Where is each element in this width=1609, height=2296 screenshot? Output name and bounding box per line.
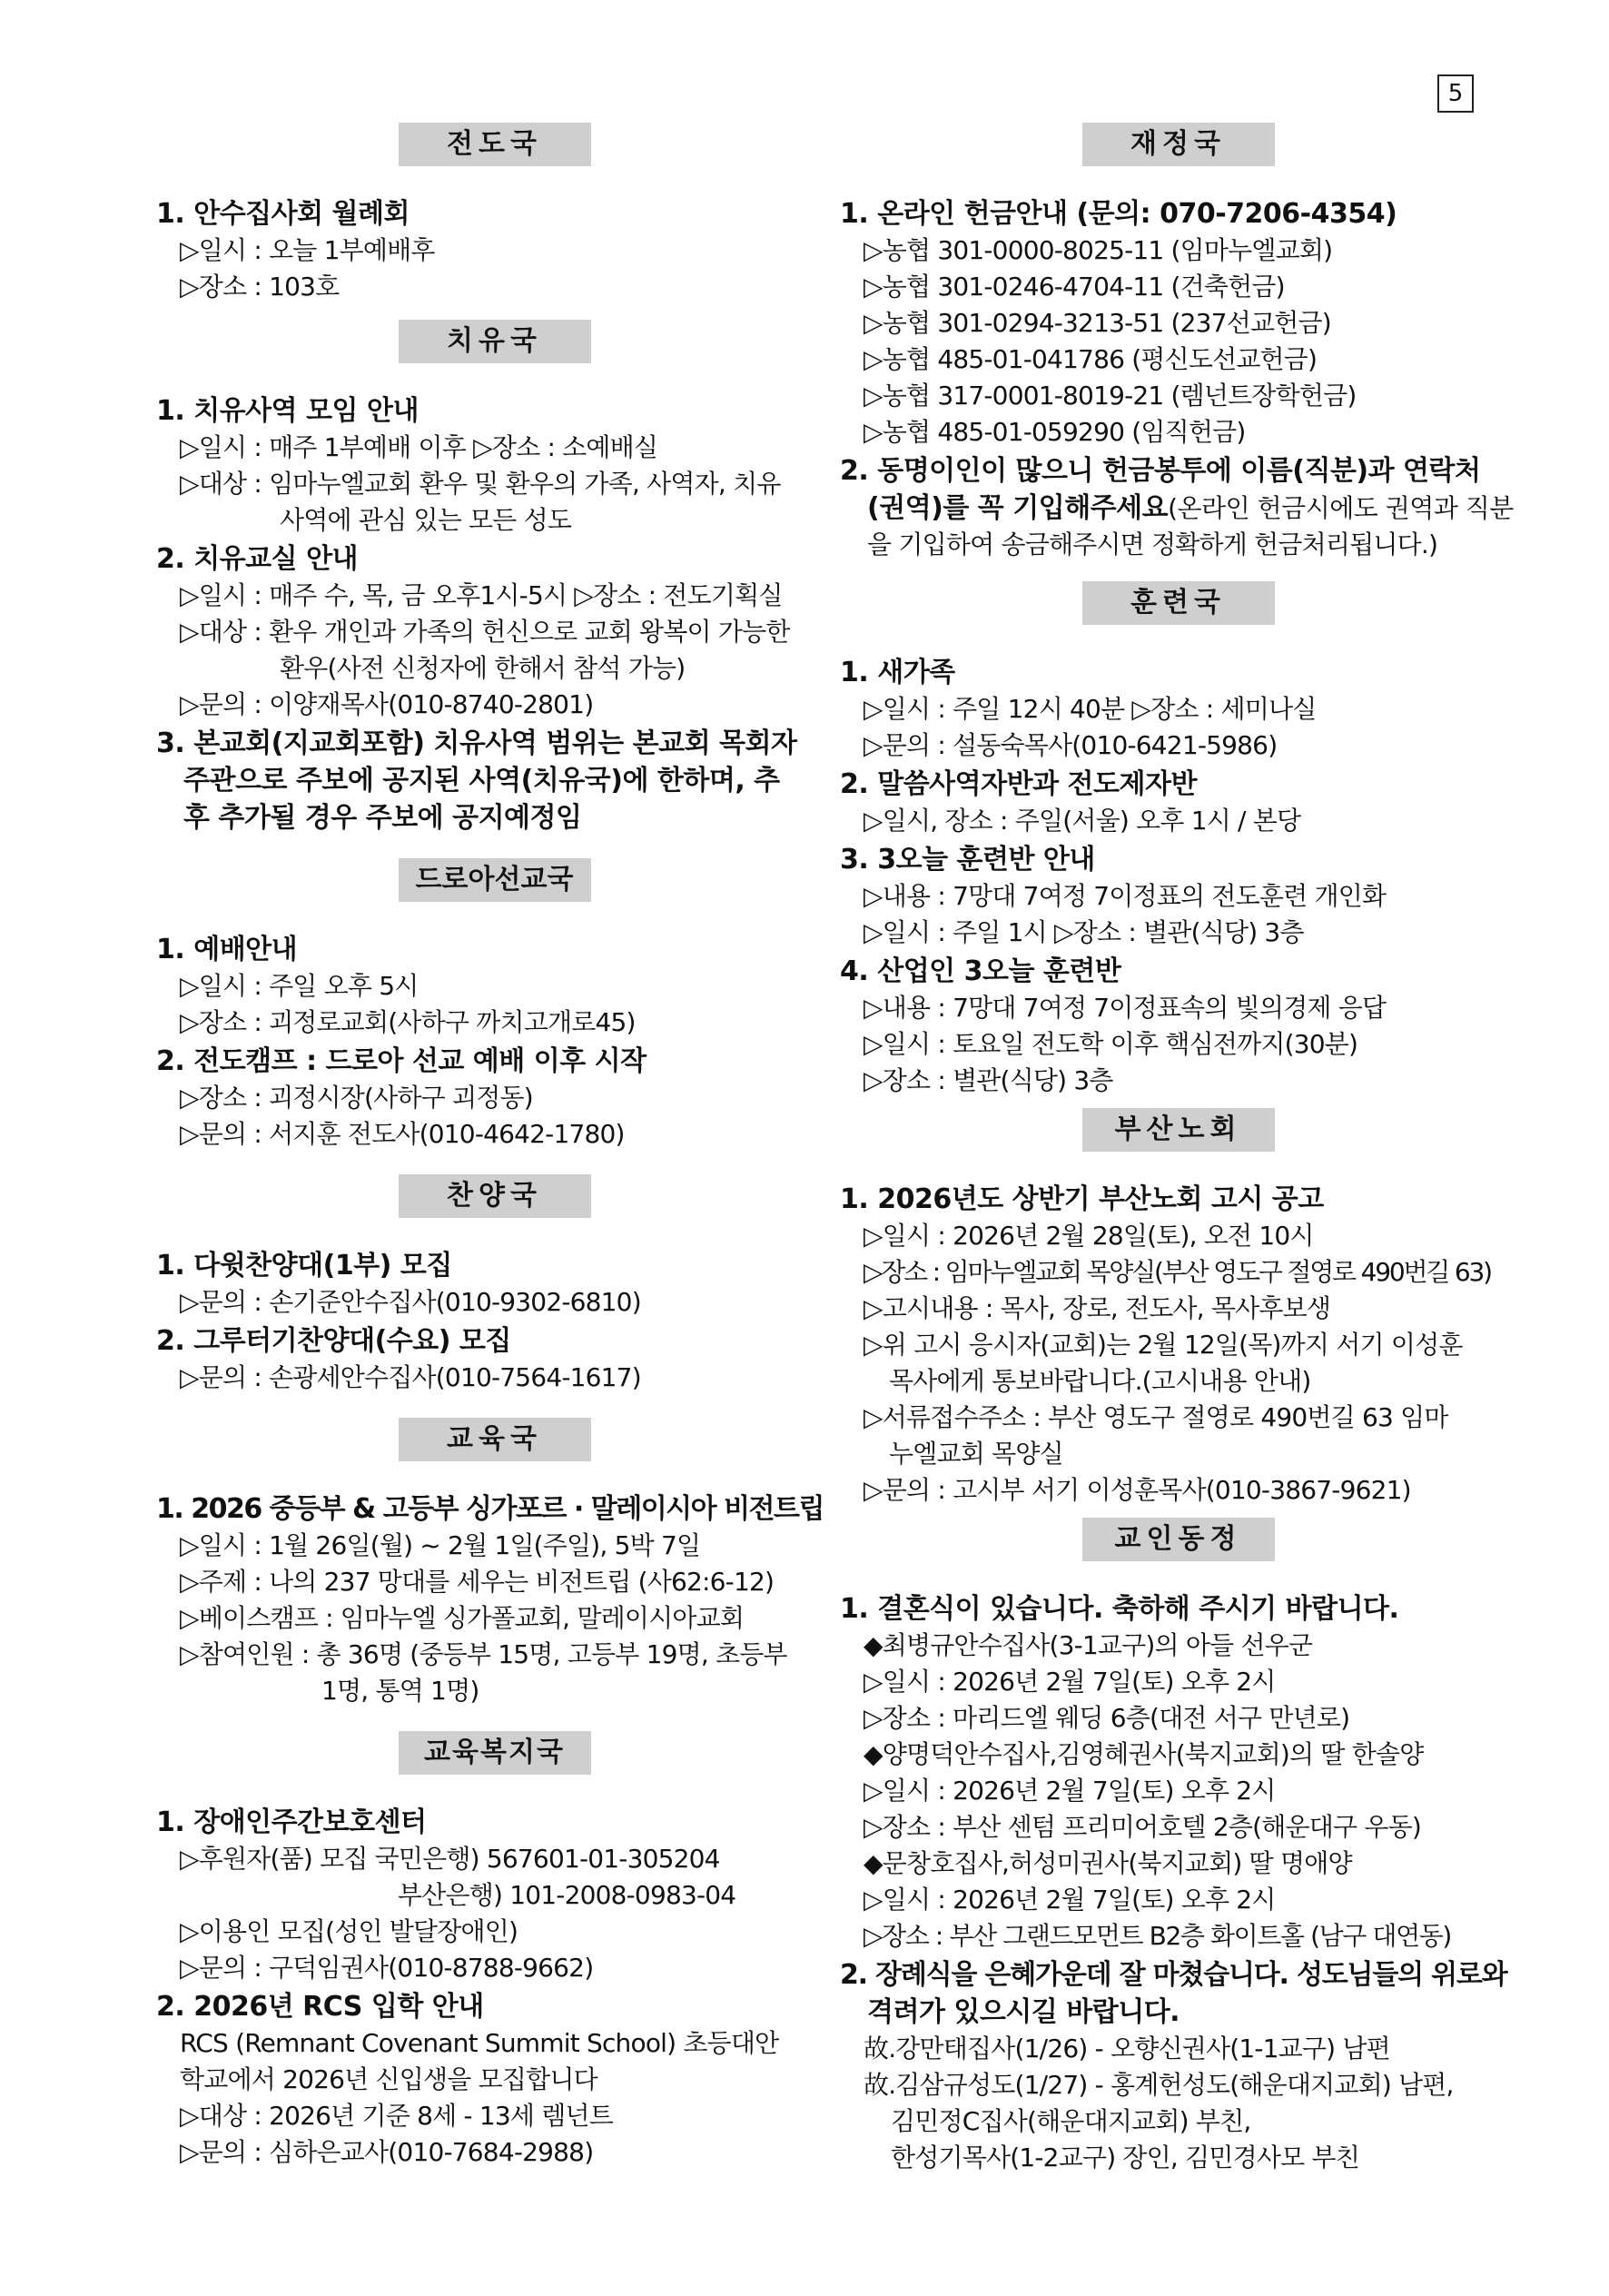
list-item (840, 452, 1516, 563)
item-line: ◆양명덕안수집사,김영혜권사(북지교회)의 딸 한솔양 (864, 1739, 1424, 1769)
list-item (156, 195, 833, 305)
item-line: 1명, 통역 1명) (321, 1676, 479, 1706)
item-title: 1. 온라인 헌금안내 (문의: 070-7206-4354) (840, 198, 1397, 230)
item-line: ▷이용인 모집(성인 발달장애인) (180, 1916, 518, 1946)
item-title: 1. 예배안내 (156, 934, 298, 965)
list-item (156, 1043, 833, 1153)
list-item (156, 725, 833, 836)
item-line: ◆최병규안수집사(3-1교구)의 아들 선우군 (864, 1630, 1313, 1660)
item-title: 1. 다윗찬양대(1부) 모집 (156, 1250, 452, 1282)
item-line: ▷농협 485-01-059290 (임직헌금) (864, 417, 1246, 447)
item-line: ▷농협 301-0000-8025-11 (임마누엘교회) (864, 235, 1333, 265)
item-note: 격려가 있으시길 바랍니다. (867, 1996, 1180, 2028)
item-line: ▷일시 : 주일 12시 40분 ▷장소 : 세미나실 (864, 694, 1317, 724)
item-title: 1. 안수집사회 월례회 (156, 198, 410, 230)
item-line: ▷고시내용 : 목사, 장로, 전도사, 목사후보생 (864, 1293, 1331, 1323)
item-line: ▷농협 301-0246-4704-11 (건축헌금) (864, 272, 1285, 302)
item-title: 2. 말씀사역자반과 전도제자반 (840, 768, 1197, 800)
item-line: ▷일시 : 매주 1부예배 이후 ▷장소 : 소예배실 (180, 432, 658, 462)
item-title: 1. 결혼식이 있습니다. 축하해 주시기 바랍니다. (840, 1593, 1399, 1625)
item-line: ▷일시 : 주일 1시 ▷장소 : 별관(식당) 3층 (864, 917, 1304, 947)
item-line: ▷장소 : 괴정시장(사하구 괴정동) (180, 1083, 533, 1113)
list-item (840, 766, 1516, 839)
item-line: ▷문의 : 이양재목사(010-8740-2801) (180, 689, 594, 719)
item-title: 2. 그루터기찬양대(수요) 모집 (156, 1325, 511, 1357)
item-line: ▷대상 : 환우 개인과 가족의 헌신으로 교회 왕복이 가능한 (180, 617, 790, 647)
item-line: ▷일시 : 2026년 2월 7일(토) 오후 2시 (864, 1776, 1276, 1806)
section-header: 드로아선교국 (399, 858, 591, 902)
item-line: 을 기입하여 송금해주시면 정확하게 헌금처리됩니다.) (867, 529, 1438, 559)
item-title: 2. 치유교실 안내 (156, 543, 359, 575)
section-header: 부산노회 (1082, 1108, 1275, 1152)
item-line: ▷일시 : 2026년 2월 7일(토) 오후 2시 (864, 1885, 1276, 1915)
item-line: ▷후원자(품) 모집 국민은행) 567601-01-305204 (180, 1844, 720, 1874)
item-line: ▷장소 : 103호 (180, 272, 340, 302)
section-header: 교육복지국 (399, 1731, 591, 1775)
item-line: ◆문창호집사,허성미권사(북지교회) 딸 명애양 (864, 1848, 1352, 1878)
list-item (156, 931, 833, 1041)
item-title: 1. 2026 중등부 & 고등부 싱가포르 · 말레이시아 비전트립 (156, 1493, 824, 1525)
list-item (156, 1490, 833, 1709)
list-item (840, 195, 1516, 450)
item-line: 학교에서 2026년 신입생을 모집합니다 (180, 2064, 597, 2094)
list-item (156, 1804, 833, 1986)
item-line: ▷문의 : 고시부 서기 이성훈목사(010-3867-9621) (864, 1475, 1411, 1505)
item-line: 한성기목사(1-2교구) 장인, 김민경사모 부친 (891, 2143, 1359, 2172)
section-header: 교육국 (399, 1418, 591, 1461)
item-title: 2. 2026년 RCS 입학 안내 (156, 1991, 484, 2023)
item-title: 3. 3오늘 훈련반 안내 (840, 844, 1095, 876)
item-line: 부산은행) 101-2008-0983-04 (398, 1880, 736, 1910)
item-line: 故.김삼규성도(1/27) - 홍계헌성도(해운대지교회) 남편, (864, 2070, 1454, 2100)
section-nohoe (840, 1108, 1516, 1509)
item-title: 1. 치유사역 모임 안내 (156, 395, 419, 427)
item-line: ▷일시 : 매주 수, 목, 금 오후1시-5시 ▷장소 : 전도기획실 (180, 580, 783, 610)
item-line: ▷내용 : 7망대 7여정 7이정표속의 빛의경제 응답 (864, 993, 1387, 1023)
list-item (840, 1956, 1516, 2176)
item-line: ▷일시 : 2026년 2월 28일(토), 오전 10시 (864, 1221, 1314, 1251)
section-header: 훈련국 (1082, 581, 1275, 625)
item-line: ▷베이스캠프 : 임마누엘 싱가폴교회, 말레이시아교회 (180, 1603, 745, 1633)
item-line: ▷농협 301-0294-3213-51 (237선교헌금) (864, 308, 1331, 338)
list-item (156, 392, 833, 539)
list-item (156, 540, 833, 723)
list-item (156, 1322, 833, 1396)
item-line: 사역에 관심 있는 모든 성도 (280, 505, 572, 535)
item-line: ▷일시 : 2026년 2월 7일(토) 오후 2시 (864, 1667, 1276, 1697)
section-gyoin (840, 1518, 1516, 2176)
item-line: ▷농협 485-01-041786 (평신도선교헌금) (864, 344, 1318, 374)
section-header: 전도국 (399, 123, 591, 166)
item-line: ▷일시 : 토요일 전도학 이후 핵심전까지(30분) (864, 1029, 1358, 1059)
section-chanyang (156, 1174, 833, 1396)
section-hullyeon (840, 581, 1516, 1099)
section-bokji (156, 1731, 833, 2171)
item-line: 누엘교회 목양실 (889, 1439, 1063, 1469)
item-line: ▷장소 : 부산 센텀 프리미어호텔 2층(해운대구 우동) (864, 1812, 1421, 1842)
item-note-normal: (온라인 헌금시에도 권역과 직분 (1168, 493, 1514, 523)
item-line: ▷장소 : 임마누엘교회 목양실(부산 영도구 절영로 490번길 63) (864, 1257, 1491, 1287)
section-gyoyuk (156, 1418, 833, 1709)
left-column (156, 123, 833, 2174)
section-header: 찬양국 (399, 1174, 591, 1218)
item-line: ▷위 고시 응시자(교회)는 2월 12일(목)까지 서기 이성훈 (864, 1330, 1463, 1360)
item-line: ▷일시 : 주일 오후 5시 (180, 971, 419, 1001)
item-note: 2. 동명이인이 많으니 헌금봉투에 이름(직분)과 연락처 (840, 455, 1481, 487)
item-line: ▷대상 : 임마누엘교회 환우 및 환우의 가족, 사역자, 치유 (180, 469, 781, 499)
item-note-bold: (권역)를 꼭 기입해주세요 (867, 492, 1169, 524)
list-item (840, 841, 1516, 951)
list-item (840, 953, 1516, 1099)
section-chiyu (156, 320, 833, 836)
item-title: 2. 전도캠프 : 드로아 선교 예배 이후 시작 (156, 1045, 647, 1077)
page-number: 5 (1437, 74, 1474, 113)
item-line: 김민정C집사(해운대지교회) 부친, (891, 2106, 1251, 2136)
item-line: 환우(사전 신청자에 한해서 참석 가능) (280, 653, 686, 683)
list-item (156, 1247, 833, 1321)
item-title: 1. 새가족 (840, 657, 955, 688)
item-line: ▷장소 : 마리드엘 웨딩 6층(대전 서구 만년로) (864, 1703, 1350, 1733)
item-line: ▷일시 : 1월 26일(월) ~ 2월 1일(주일), 5박 7일 (180, 1530, 701, 1560)
item-title: 1. 2026년도 상반기 부산노회 고시 공고 (840, 1183, 1324, 1215)
item-line: ▷문의 : 손기준안수집사(010-9302-6810) (180, 1287, 641, 1317)
right-column (840, 123, 1516, 2180)
item-line: ▷문의 : 구덕임권사(010-8788-9662) (180, 1953, 594, 1983)
list-item (840, 654, 1516, 764)
section-jaejeong (840, 123, 1516, 563)
item-line: ▷농협 317-0001-8019-21 (렘넌트장학헌금) (864, 381, 1357, 411)
item-line: 목사에게 통보바랍니다.(고시내용 안내) (889, 1366, 1311, 1396)
item-line: ▷문의 : 심하은교사(010-7684-2988) (180, 2137, 594, 2167)
item-line: ▷대상 : 2026년 기준 8세 - 13세 렘넌트 (180, 2101, 613, 2131)
item-note: 후 추가될 경우 주보에 공지예정임 (183, 802, 582, 834)
item-line: ▷문의 : 서지훈 전도사(010-4642-1780) (180, 1119, 625, 1149)
section-header: 재정국 (1082, 123, 1275, 166)
item-line: ▷일시, 장소 : 주일(서울) 오후 1시 / 본당 (864, 806, 1301, 836)
section-header: 치유국 (399, 320, 591, 363)
item-title: 1. 장애인주간보호센터 (156, 1806, 427, 1838)
item-line: ▷참여인원 : 총 36명 (중등부 15명, 고등부 19명, 초등부 (180, 1639, 787, 1669)
item-title: 4. 산업인 3오늘 훈련반 (840, 955, 1121, 987)
item-line: ▷문의 : 손광세안수집사(010-7564-1617) (180, 1362, 641, 1392)
item-note: 3. 본교회(지교회포함) 치유사역 범위는 본교회 목회자 (156, 727, 797, 759)
item-line: ▷주제 : 나의 237 망대를 세우는 비전트립 (사62:6-12) (180, 1567, 775, 1597)
list-item (840, 1181, 1516, 1509)
item-note (840, 490, 1516, 527)
item-line: ▷서류접수주소 : 부산 영도구 절영로 490번길 63 임마 (864, 1402, 1448, 1432)
section-droa (156, 858, 833, 1153)
item-line: ▷문의 : 설동숙목사(010-6421-5986) (864, 730, 1278, 760)
item-line: ▷일시 : 오늘 1부예배후 (180, 235, 435, 265)
list-item (840, 1590, 1516, 1955)
item-line: RCS (Remnant Covenant Summit School) 초등대안 (180, 2028, 779, 2058)
list-item (156, 1988, 833, 2171)
section-jeondo (156, 123, 833, 305)
item-line: ▷장소 : 부산 그랜드모먼트 B2층 화이트홀 (남구 대연동) (864, 1921, 1451, 1951)
item-note: 주관으로 주보에 공지된 사역(치유국)에 한하며, 추 (183, 765, 780, 797)
item-line: ▷장소 : 별관(식당) 3층 (864, 1065, 1113, 1095)
item-line: 故.강만태집사(1/26) - 오향신권사(1-1교구) 남편 (864, 2034, 1390, 2063)
item-note: 2. 장례식을 은혜가운데 잘 마쳤습니다. 성도님들의 위로와 (840, 1959, 1507, 1991)
item-line: ▷내용 : 7망대 7여정 7이정표의 전도훈련 개인화 (864, 881, 1387, 911)
section-header: 교인동정 (1082, 1518, 1275, 1561)
item-line: ▷장소 : 괴정로교회(사하구 까치고개로45) (180, 1007, 636, 1037)
